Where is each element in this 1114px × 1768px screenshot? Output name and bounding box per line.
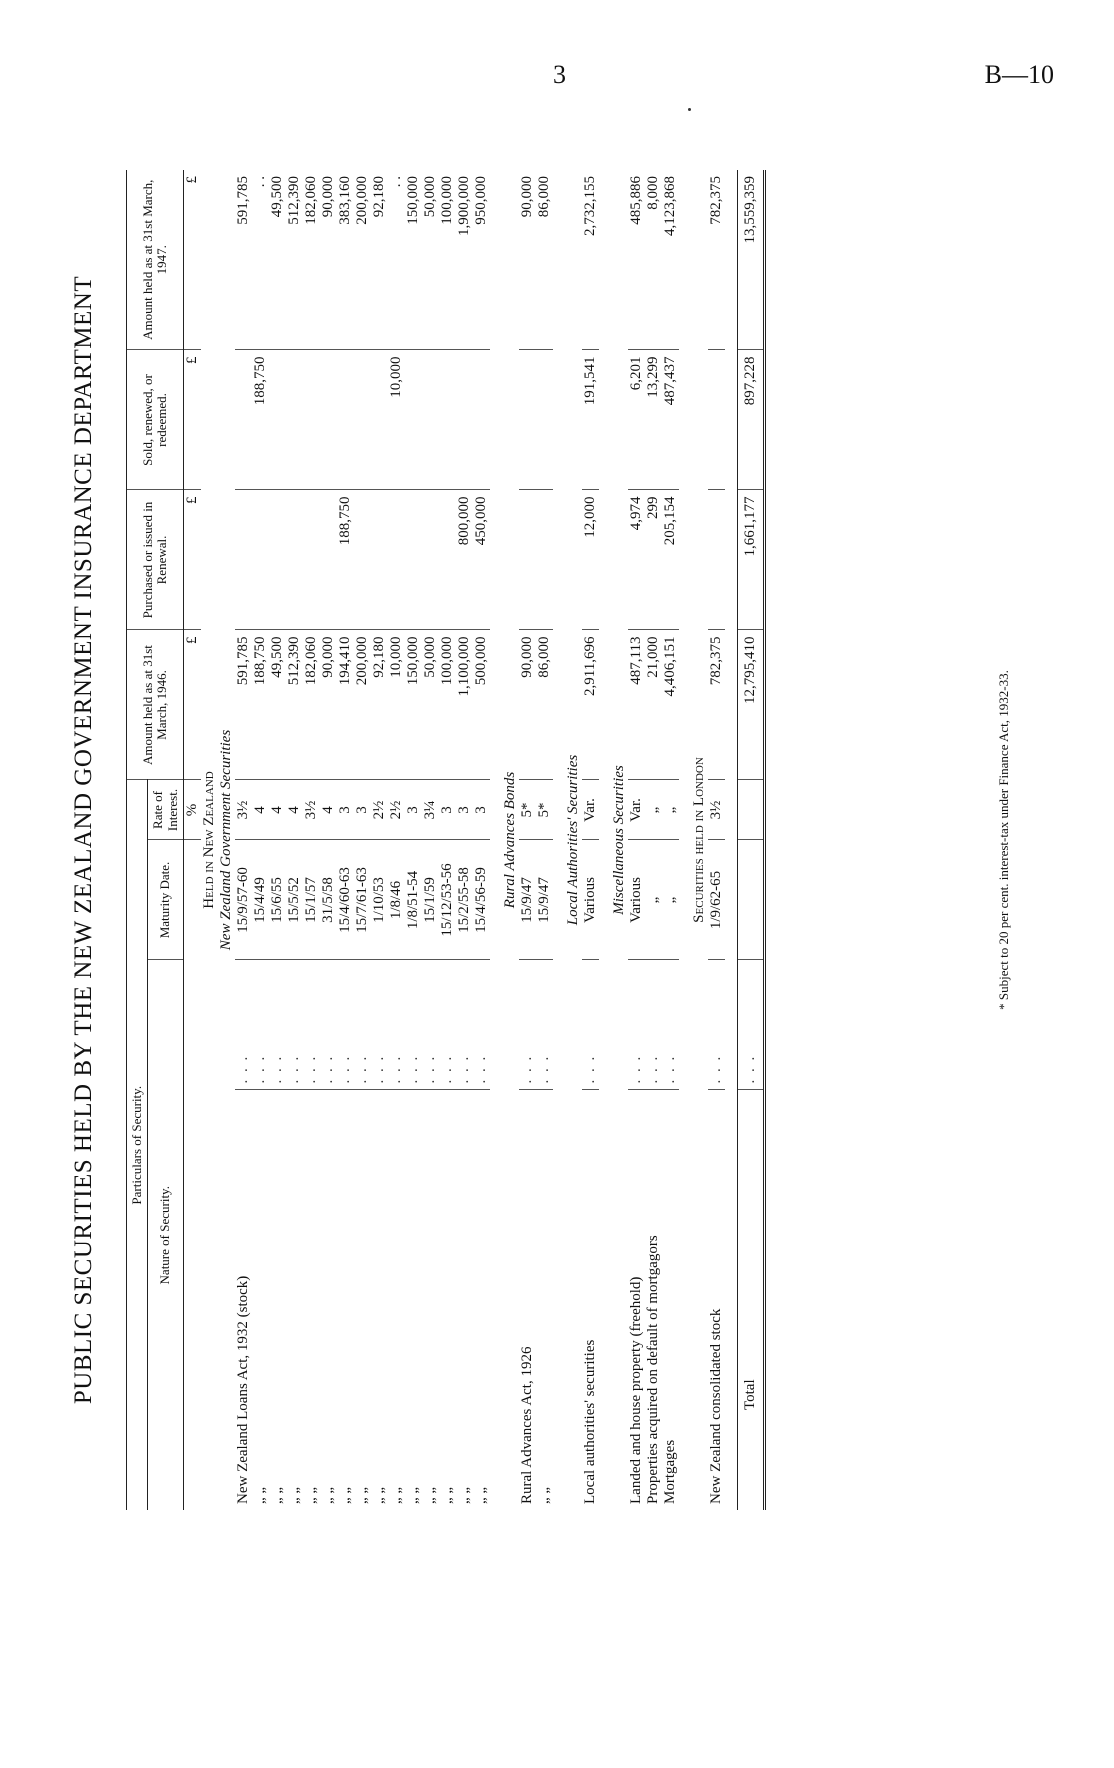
document-code: B—10 <box>984 60 1054 89</box>
sold-cell <box>536 350 553 490</box>
footnote: * Subject to 20 per cent. interest-tax under Finance Act, 1932-33. <box>996 670 1011 1010</box>
rate-cell: 5* <box>519 780 536 840</box>
purchased-cell: 800,000 <box>456 490 473 630</box>
held-1947-cell: 1,900,000 <box>456 170 473 350</box>
held-1947-cell: 950,000 <box>473 170 490 350</box>
table-row <box>405 170 422 1510</box>
leader-dots: . . . <box>582 960 599 1090</box>
sold-cell <box>371 350 388 490</box>
held-1946-cell: 1,100,000 <box>456 630 473 780</box>
nature-cell: Mortgages <box>661 1439 678 1504</box>
table-row <box>473 170 490 1510</box>
header-rate: Rate of Interest. <box>148 780 184 840</box>
table-row <box>645 170 662 1510</box>
section-heading-misc: Miscellaneous Securities <box>610 765 627 915</box>
held-1947-cell: 2,732,155 <box>582 170 599 350</box>
sold-cell <box>473 350 490 490</box>
section-heading-row <box>691 170 708 1510</box>
rate-cell: 2½ <box>371 780 388 840</box>
maturity-cell: 15/1/57 <box>303 840 320 960</box>
nature-cell: New Zealand Loans Act, 1932 (stock) <box>234 1275 251 1504</box>
leader-dots: . . . <box>439 960 456 1090</box>
held-1946-cell: 512,390 <box>286 630 303 780</box>
table-row <box>371 170 388 1510</box>
leader-dots: . . . <box>320 960 337 1090</box>
maturity-cell: 15/6/55 <box>269 840 286 960</box>
held-1946-cell: 150,000 <box>405 630 422 780</box>
purchased-cell <box>320 490 337 630</box>
header-purchased: Purchased or issued in Renewal. <box>127 490 184 630</box>
unit-purchased: £ <box>183 490 201 630</box>
held-1946-cell: 50,000 <box>422 630 439 780</box>
header-particulars: Particulars of Security. <box>127 780 148 1510</box>
table-row <box>337 170 354 1510</box>
leader-dots: . . . <box>645 960 662 1090</box>
header-held-1946: Amount held as at 31st March, 1946. <box>127 630 184 780</box>
held-1947-cell: 49,500 <box>269 170 286 350</box>
rate-cell: 2½ <box>388 780 405 840</box>
nature-cell: „ „ <box>319 1486 336 1504</box>
maturity-cell: 15/12/53-56 <box>439 840 456 960</box>
section-heading-row <box>218 170 235 1510</box>
held-1946-cell: 487,113 <box>628 630 645 780</box>
unit-held-1947: £ <box>183 170 201 350</box>
leader-dots: . . . <box>371 960 388 1090</box>
nature-cell: „ „ <box>268 1486 285 1504</box>
purchased-cell <box>354 490 371 630</box>
rotated-table-region <box>70 170 1030 1510</box>
maturity-cell: 15/5/52 <box>286 840 303 960</box>
table-row <box>252 170 269 1510</box>
nature-cell: „ „ <box>535 1486 552 1504</box>
held-1947-cell: 150,000 <box>405 170 422 350</box>
sold-cell <box>456 350 473 490</box>
securities-table <box>126 170 766 1510</box>
purchased-cell: 450,000 <box>473 490 490 630</box>
held-1947-cell: 200,000 <box>354 170 371 350</box>
maturity-cell: 1/9/62-65 <box>708 840 725 960</box>
unit-held-1946: £ <box>183 630 201 780</box>
table-row <box>708 170 725 1510</box>
maturity-cell: Various <box>582 840 599 960</box>
rate-cell: 3½ <box>303 780 320 840</box>
maturity-cell: 31/5/58 <box>320 840 337 960</box>
leader-dots: . . . <box>519 960 536 1090</box>
held-1947-cell: 4,123,868 <box>662 170 679 350</box>
held-1947-cell: 92,180 <box>371 170 388 350</box>
held-1946-cell: 194,410 <box>337 630 354 780</box>
section-heading-rural: Rural Advances Bonds <box>501 771 518 909</box>
table-row <box>456 170 473 1510</box>
table-row <box>320 170 337 1510</box>
held-1947-cell: 8,000 <box>645 170 662 350</box>
sold-cell <box>320 350 337 490</box>
nature-cell: „ „ <box>472 1486 489 1504</box>
rate-cell: 4 <box>320 780 337 840</box>
purchased-cell <box>422 490 439 630</box>
rate-cell: 4 <box>269 780 286 840</box>
rate-cell: 3 <box>439 780 456 840</box>
held-1946-cell: 86,000 <box>536 630 553 780</box>
maturity-cell: 15/9/47 <box>536 840 553 960</box>
sold-cell: 487,437 <box>662 350 679 490</box>
total-row <box>737 170 764 1510</box>
purchased-cell <box>269 490 286 630</box>
leader-dots: . . . <box>286 960 303 1090</box>
purchased-cell <box>519 490 536 630</box>
held-1946-cell: 591,785 <box>235 630 252 780</box>
purchased-cell <box>388 490 405 630</box>
maturity-cell: Various <box>628 840 645 960</box>
leader-dots: . . . <box>422 960 439 1090</box>
held-1946-cell: 4,406,151 <box>662 630 679 780</box>
maturity-cell: 1/10/53 <box>371 840 388 960</box>
table-row <box>582 170 599 1510</box>
unit-rate: % <box>183 780 201 840</box>
maturity-cell: 15/2/55-58 <box>456 840 473 960</box>
sold-cell <box>439 350 456 490</box>
held-1946-cell: 200,000 <box>354 630 371 780</box>
leader-dots: . . . <box>235 960 252 1090</box>
unit-sold: £ <box>183 350 201 490</box>
nature-cell: „ „ <box>455 1486 472 1504</box>
header-maturity: Maturity Date. <box>148 840 184 960</box>
table-row <box>286 170 303 1510</box>
print-speck <box>688 108 691 111</box>
leader-dots: . . . <box>269 960 286 1090</box>
rate-cell: 3 <box>473 780 490 840</box>
sold-cell <box>708 350 725 490</box>
purchased-cell: 299 <box>645 490 662 630</box>
table-row <box>662 170 679 1510</box>
rate-cell: 5* <box>536 780 553 840</box>
nature-cell: New Zealand consolidated stock <box>707 1308 724 1504</box>
nature-cell: Properties acquired on default of mortgagors <box>644 1235 661 1504</box>
purchased-cell <box>303 490 320 630</box>
units-row <box>183 170 201 1510</box>
purchased-cell <box>708 490 725 630</box>
maturity-cell: 1/8/51-54 <box>405 840 422 960</box>
nature-cell: „ „ <box>421 1486 438 1504</box>
held-1946-cell: 92,180 <box>371 630 388 780</box>
rate-cell: 3 <box>456 780 473 840</box>
leader-dots: . . . <box>405 960 422 1090</box>
purchased-cell <box>286 490 303 630</box>
leader-dots: . . . <box>473 960 490 1090</box>
held-1947-cell: 383,160 <box>337 170 354 350</box>
rate-cell: 3 <box>354 780 371 840</box>
purchased-cell <box>536 490 553 630</box>
leader-dots: . . . <box>337 960 354 1090</box>
total-held-1946: 12,795,410 <box>737 630 764 780</box>
held-1946-cell: 188,750 <box>252 630 269 780</box>
sold-cell <box>269 350 286 490</box>
table-row <box>422 170 439 1510</box>
table-row <box>269 170 286 1510</box>
held-1947-cell: 100,000 <box>439 170 456 350</box>
held-1946-cell: 90,000 <box>320 630 337 780</box>
held-1947-cell: 50,000 <box>422 170 439 350</box>
total-sold: 897,228 <box>737 350 764 490</box>
held-1946-cell: 10,000 <box>388 630 405 780</box>
held-1946-cell: 2,911,696 <box>582 630 599 780</box>
section-heading-nz-held: Held in New Zealand <box>200 771 217 909</box>
leader-dots: . . . <box>737 960 764 1090</box>
table-row <box>519 170 536 1510</box>
purchased-cell <box>252 490 269 630</box>
section-heading-nz-govt: New Zealand Government Securities <box>217 729 234 951</box>
held-1947-cell: . . <box>252 170 269 350</box>
maturity-cell: 15/4/49 <box>252 840 269 960</box>
sold-cell <box>405 350 422 490</box>
section-heading-row <box>502 170 519 1510</box>
nature-cell: Landed and house property (freehold) <box>627 1276 644 1504</box>
section-heading-local: Local Authorities' Securities <box>564 754 581 926</box>
nature-cell: „ „ <box>285 1486 302 1504</box>
maturity-cell: „ <box>662 840 679 960</box>
held-1947-cell: . . <box>388 170 405 350</box>
maturity-cell: 15/4/60-63 <box>337 840 354 960</box>
table-row <box>388 170 405 1510</box>
maturity-cell: 15/9/47 <box>519 840 536 960</box>
rate-cell: 4 <box>286 780 303 840</box>
rate-cell: 4 <box>252 780 269 840</box>
section-heading-london: Securities held in London <box>690 757 707 923</box>
purchased-cell: 188,750 <box>337 490 354 630</box>
sold-cell <box>286 350 303 490</box>
rate-cell: 3½ <box>708 780 725 840</box>
purchased-cell <box>439 490 456 630</box>
sold-cell: 191,541 <box>582 350 599 490</box>
sold-cell: 188,750 <box>252 350 269 490</box>
held-1947-cell: 90,000 <box>320 170 337 350</box>
total-label: Total <box>737 1090 764 1510</box>
maturity-cell: 1/8/46 <box>388 840 405 960</box>
sold-cell: 13,299 <box>645 350 662 490</box>
nature-cell: Local authorities' securities <box>581 1339 598 1504</box>
leader-dots: . . . <box>708 960 725 1090</box>
held-1947-cell: 90,000 <box>519 170 536 350</box>
sold-cell <box>303 350 320 490</box>
held-1947-cell: 182,060 <box>303 170 320 350</box>
sold-cell <box>519 350 536 490</box>
table-row <box>628 170 645 1510</box>
table-row <box>536 170 553 1510</box>
nature-cell: „ „ <box>438 1486 455 1504</box>
sold-cell: 6,201 <box>628 350 645 490</box>
maturity-cell: 15/1/59 <box>422 840 439 960</box>
sold-cell <box>337 350 354 490</box>
section-heading-row <box>201 170 218 1510</box>
section-heading-row <box>565 170 582 1510</box>
table-title: PUBLIC SECURITIES HELD BY THE NEW ZEALAND GOVERNMENT INSURANCE DEPARTMENT <box>70 275 97 1405</box>
rate-cell: 3½ <box>235 780 252 840</box>
nature-cell: „ „ <box>370 1486 387 1504</box>
rate-cell: „ <box>645 780 662 840</box>
leader-dots: . . . <box>303 960 320 1090</box>
held-1946-cell: 500,000 <box>473 630 490 780</box>
total-purchased: 1,661,177 <box>737 490 764 630</box>
leader-dots: . . . <box>252 960 269 1090</box>
rate-cell: Var. <box>582 780 599 840</box>
held-1946-cell: 49,500 <box>269 630 286 780</box>
leader-dots: . . . <box>536 960 553 1090</box>
header-group-row <box>127 170 148 1510</box>
leader-dots: . . . <box>628 960 645 1090</box>
maturity-cell: „ <box>645 840 662 960</box>
purchased-cell: 12,000 <box>582 490 599 630</box>
purchased-cell: 205,154 <box>662 490 679 630</box>
nature-cell: „ „ <box>251 1486 268 1504</box>
rate-cell: 3¼ <box>422 780 439 840</box>
held-1946-cell: 182,060 <box>303 630 320 780</box>
purchased-cell: 4,974 <box>628 490 645 630</box>
header-held-1947: Amount held as at 31st March, 1947. <box>127 170 184 350</box>
sold-cell <box>235 350 252 490</box>
nature-cell: Rural Advances Act, 1926 <box>518 1346 535 1504</box>
held-1947-cell: 485,886 <box>628 170 645 350</box>
table-row <box>235 170 252 1510</box>
leader-dots: . . . <box>662 960 679 1090</box>
purchased-cell <box>371 490 388 630</box>
held-1946-cell: 782,375 <box>708 630 725 780</box>
nature-cell: „ „ <box>302 1486 319 1504</box>
rate-cell: Var. <box>628 780 645 840</box>
header-nature: Nature of Security. <box>148 960 184 1510</box>
sold-cell <box>422 350 439 490</box>
leader-dots: . . . <box>388 960 405 1090</box>
held-1946-cell: 21,000 <box>645 630 662 780</box>
section-heading-row <box>611 170 628 1510</box>
leader-dots: . . . <box>456 960 473 1090</box>
held-1947-cell: 782,375 <box>708 170 725 350</box>
nature-cell: „ „ <box>404 1486 421 1504</box>
table-row <box>354 170 371 1510</box>
purchased-cell <box>235 490 252 630</box>
nature-cell: „ „ <box>336 1486 353 1504</box>
rate-cell: „ <box>662 780 679 840</box>
maturity-cell: 15/7/61-63 <box>354 840 371 960</box>
held-1946-cell: 100,000 <box>439 630 456 780</box>
nature-cell: „ „ <box>387 1486 404 1504</box>
sold-cell: 10,000 <box>388 350 405 490</box>
held-1947-cell: 512,390 <box>286 170 303 350</box>
nature-cell: „ „ <box>353 1486 370 1504</box>
leader-dots: . . . <box>354 960 371 1090</box>
held-1946-cell: 90,000 <box>519 630 536 780</box>
held-1947-cell: 86,000 <box>536 170 553 350</box>
total-held-1947: 13,559,359 <box>737 170 764 350</box>
rate-cell: 3 <box>337 780 354 840</box>
maturity-cell: 15/4/56-59 <box>473 840 490 960</box>
purchased-cell <box>405 490 422 630</box>
rate-cell: 3 <box>405 780 422 840</box>
table-row <box>303 170 320 1510</box>
table-row <box>439 170 456 1510</box>
page-number: 3 <box>553 60 566 89</box>
held-1947-cell: 591,785 <box>235 170 252 350</box>
maturity-cell: 15/9/57-60 <box>235 840 252 960</box>
sold-cell <box>354 350 371 490</box>
header-sold: Sold, renewed, or redeemed. <box>127 350 184 490</box>
